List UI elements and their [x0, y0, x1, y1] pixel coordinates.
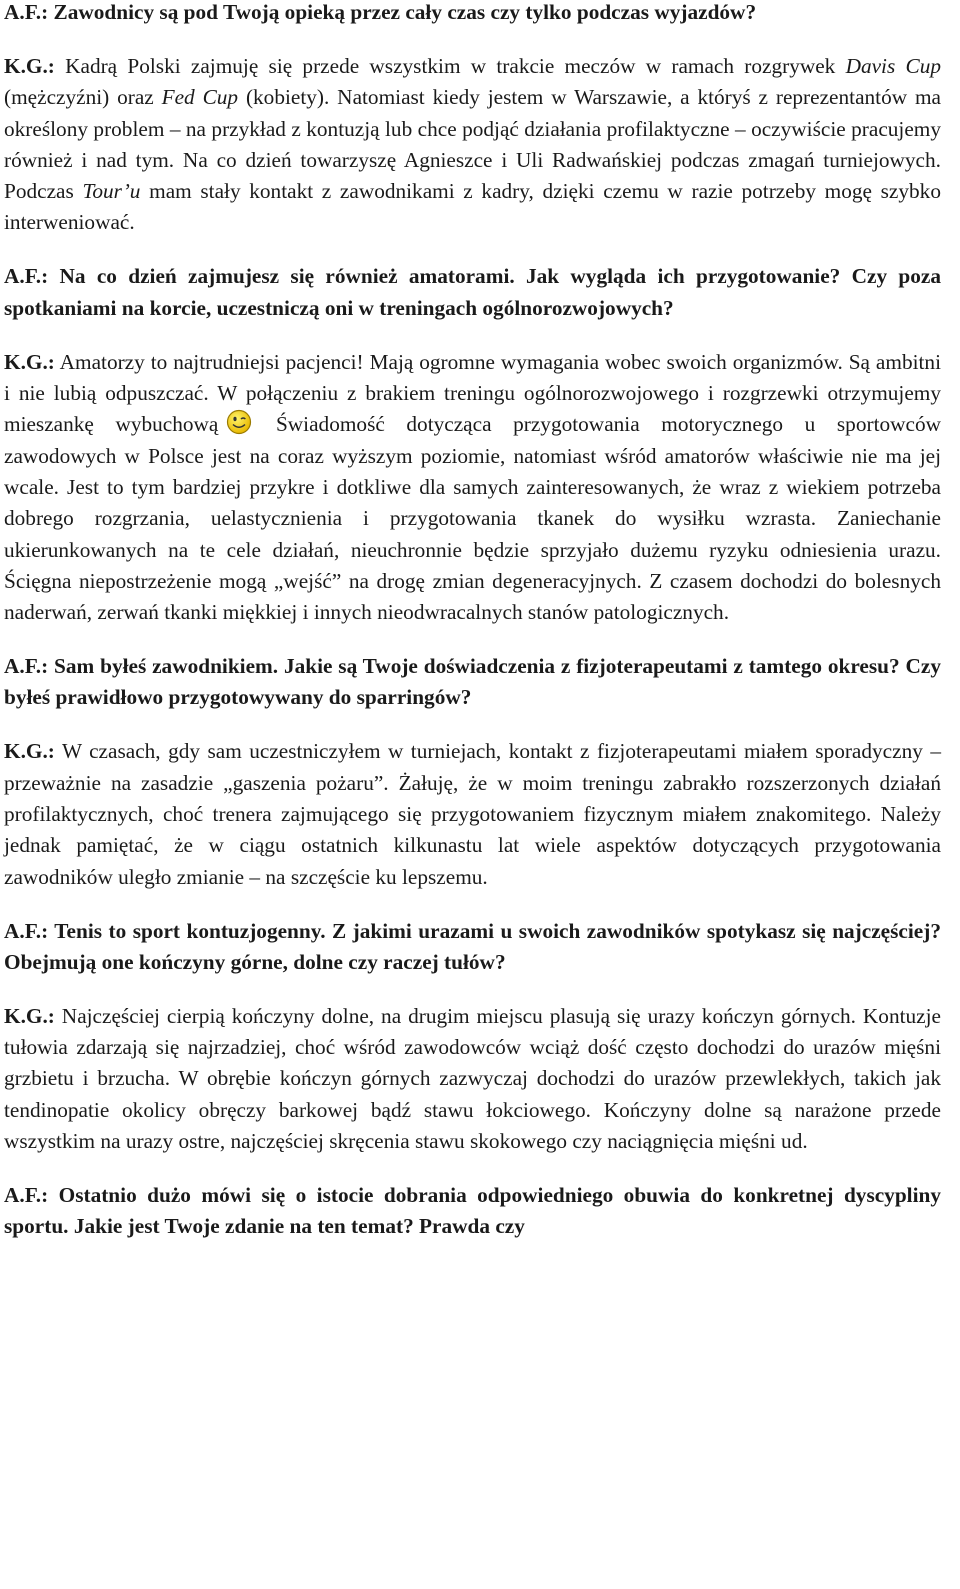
- italic-text-segment: Tour’u: [82, 179, 141, 204]
- text-segment: W czasach, gdy sam uczestniczyłem w turniejach, kontakt z fizjoterapeutami miałem sporadyczny – przeważnie na zasadzie „gaszenia pożaru”. Żałuję, że w moim treningu zabrakło rozszerzonych działań profilaktycznych, choć trenera zajmującego się przygotowaniem fizycznym miałem znakomitego. Należy jednak pamiętać, że w ciągu ostatnich kilkunastu lat wiele aspektów dotyczących przygotowania zawodników uległo zmianie – na szczęście ku lepszemu.: [4, 739, 941, 889]
- text-segment: mam stały kontakt z zawodnikami z kadry, dzięki czemu w razie potrzeby mogę szybko interweniować.: [4, 179, 941, 235]
- text-segment: Zawodnicy są pod Twoją opieką przez cały czas czy tylko podczas wyjazdów?: [48, 0, 757, 24]
- speaker-label: A.F.:: [4, 0, 49, 24]
- speaker-label: A.F.:: [4, 264, 49, 289]
- text-segment: Amatorzy to najtrudniejsi pacjenci! Mają ogromne wymagania wobec swoich organizmów. Są ambitni i nie lubią odpuszczać. W połączeniu z brakiem treningu ogólnorozwojowego i rozgrzewki otrzymujemy mieszankę wybuchową: [4, 349, 941, 437]
- text-segment: Na co dzień zajmujesz się również amatorami. Jak wygląda ich przygotowanie? Czy poza spotkaniami na korcie, uczestniczą oni w treningach ogólnorozwojowych?: [4, 264, 941, 320]
- speaker-label: K.G.:: [4, 739, 55, 764]
- speaker-label: K.G.:: [4, 349, 55, 374]
- text-segment: Tenis to sport kontuzjogenny. Z jakimi urazami u swoich zawodników spotykasz się najczęściej? Obejmują one kończyny górne, dolne czy raczej tułów?: [4, 918, 941, 974]
- speaker-label: A.F.:: [4, 918, 49, 943]
- speaker-label: K.G.:: [4, 1003, 55, 1028]
- speaker-label: A.F.:: [4, 654, 49, 679]
- interview-answer: [4, 51, 941, 239]
- speaker-label: A.F.:: [4, 1183, 49, 1207]
- italic-text-segment: Fed Cup: [161, 85, 239, 110]
- interview-question: [4, 1180, 941, 1243]
- text-segment: Ostatnio dużo mówi się o istocie dobrania odpowiedniego obuwia do konkretnej dyscypliny sportu. Jakie jest Twoje zdanie na ten temat? Prawda czy: [4, 1183, 941, 1239]
- text-segment: Świadomość dotycząca przygotowania motorycznego u sportowców zawodowych w Polsce jest na coraz wyższym poziomie, natomiast wśród amatorów właściwie nie ma jej wcale. Jest to tym bardziej przykre i dotkliwe dla samych zainteresowanych, że wraz z wiekiem potrzeba dobrego rozgrzania, uelastycznienia i przygotowania tkanek do wysiłku wzrasta. Zaniechanie ukierunkowanych na te cele działań, nieuchronnie będzie sprzyjało dużemu ryzyku odniesienia urazu. Ścięgna niepostrzeżenie mogą „wejść” na drogę zmian degeneracyjnych. Z czasem dochodzi do bolesnych naderwań, zerwań tkanki miękkiej i innych nieodwracalnych stanów patologicznych.: [4, 412, 941, 625]
- interview-question: [4, 0, 941, 28]
- text-segment: (mężczyźni) oraz: [4, 85, 162, 110]
- document-page: [4, 0, 941, 1265]
- interview-question: [4, 261, 941, 324]
- interview-question: [4, 651, 941, 714]
- text-segment: Najczęściej cierpią kończyny dolne, na drugim miejscu plasują się urazy kończyn górnych. Kontuzje tułowia zdarzają się najrzadziej, choć wśród zawodowców wciąż dość często dochodzi do urazów mięśni grzbietu i brzucha. W obrębie kończyn górnych zazwyczaj dochodzi do urazów przewlekłych, takich jak tendinopatie okolicy obręczy barkowej bądź stawu łokciowego. Kończyny dolne są narażone przede wszystkim na urazy ostre, najczęściej skręcenia stawu skokowego czy naciągnięcia mięśni ud.: [4, 1003, 941, 1154]
- italic-text-segment: Davis Cup: [845, 53, 941, 78]
- interview-answer: [4, 1001, 941, 1157]
- interview-question: [4, 916, 941, 979]
- wink-smiley-icon: [224, 409, 254, 435]
- interview-answer: [4, 736, 941, 892]
- interview-answer: [4, 347, 941, 629]
- speaker-label: K.G.:: [4, 53, 55, 78]
- text-segment: Kadrą Polski zajmuję się przede wszystkim w trakcie meczów w ramach rozgrywek: [54, 53, 846, 78]
- text-segment: (kobiety). Natomiast kiedy jestem w Warszawie, a któryś z reprezentantów ma określony problem – na przykład z kontuzją lub chce podjąć działania profilaktyczne – oczywiście pracujemy również i nad tym. Na co dzień towarzyszę Agnieszce i Uli Radwańskiej podczas zmagań turniejowych. Podczas: [4, 85, 941, 204]
- text-segment: Sam byłeś zawodnikiem. Jakie są Twoje doświadczenia z fizjoterapeutami z tamtego okresu? Czy byłeś prawidłowo przygotowywany do sparringów?: [4, 654, 941, 710]
